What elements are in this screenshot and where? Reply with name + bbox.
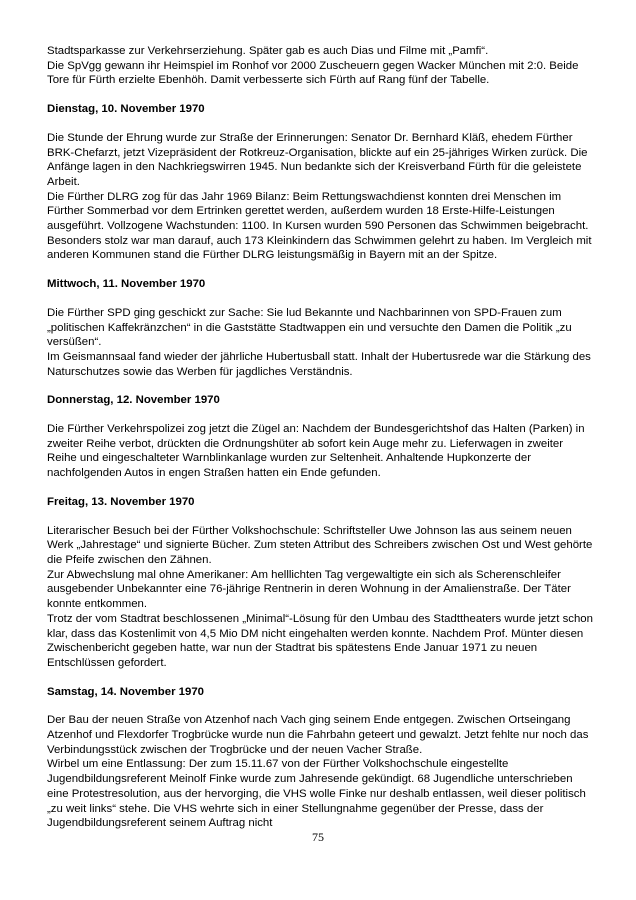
- entry-date-heading: Freitag, 13. November 1970: [47, 495, 195, 508]
- entry-paragraph: Literarischer Besuch bei der Fürther Volkshochschule: Schriftsteller Uwe Johnson las aus seinem neuen Werk „Jahrestage“ und signierte Bücher. Zum steten Attribut des Schreibers zwischen Ost und West gehörte die Pfeife zwischen den Zähnen.: [47, 524, 593, 566]
- entry-paragraph: Der Bau der neuen Straße von Atzenhof nach Vach ging seinem Ende entgegen. Zwischen Ortseingang Atzenhof und Flexdorfer Trogbrücke wurde nun die Fahrbahn geteert und gewalzt. Jetzt fehlte nur noch das Verbindungsstück zwischen der Trogbrücke und der neuen Vacher Straße.: [47, 714, 589, 756]
- entry-paragraph: Zur Abwechslung mal ohne Amerikaner: Am helllichten Tag vergewaltigte ein sich als Scherenschleifer ausgebender Unbekannter eine 76-jährige Rentnerin in deren Wohnung in der Amalienstraße. Der Täter konnte entkommen.: [47, 568, 571, 611]
- entry-paragraph: Im Geismannsaal fand wieder der jährliche Hubertusball statt. Inhalt der Hubertusrede war die Stärkung des Naturschutzes sowie das Werben für jagdliches Verständnis.: [47, 350, 591, 378]
- entry-paragraph: Trotz der vom Stadtrat beschlossenen „Minimal“-Lösung für den Umbau des Stadttheaters wurde jetzt schon klar, dass das Kostenlimit von 4,5 Mio DM nicht eingehalten werden konnte. Nachdem Prof. Münter diesen Zwischenbericht gegeben hatte, war nun der Stadtrat bis spätestens Ende Januar 1971 zu neuen Entschlüssen gefordert.: [47, 612, 593, 669]
- entry-paragraph: Die Fürther Verkehrspolizei zog jetzt die Zügel an: Nachdem der Bundesgerichtshof das Halten (Parken) in zweiter Reihe verbot, drückten die Ordnungshüter ab sofort kein Auge mehr zu. Lieferwagen in zweiter Reihe und eingeschalteter Warnblinkanlage wurden zur Seltenheit. Anhaltende Hupkonzerte der nachfolgenden Autos in engen Straßen hatten ein Ende gefunden.: [47, 423, 585, 480]
- entry-date-heading: Dienstag, 10. November 1970: [47, 103, 205, 116]
- entry-date-heading: Mittwoch, 11. November 1970: [47, 278, 206, 291]
- intro-paragraph-1: Stadtsparkasse zur Verkehrserziehung. Später gab es auch Dias und Filme mit „Pamfi“.: [47, 45, 489, 57]
- entry-paragraph: Wirbel um eine Entlassung: Der zum 15.11.67 von der Fürther Volkshochschule eingestellte Jugendbildungsreferent Meinolf Finke wurde zum Jahresende gekündigt. 68 Jugendliche unterschrieben eine Protestresolution, aus der hervorging, die VHS wolle Finke nur deshalb entlassen, weil dieser politisch „zu weit links“ stehe. Die VHS wehrte sich in einer Stellungnahme gegenüber der Presse, dass der Jugendbildungsreferent seinem Auftrag nicht: [47, 758, 586, 830]
- entry-date-heading: Donnerstag, 12. November 1970: [47, 394, 220, 407]
- intro-paragraph-2: Die SpVgg gewann ihr Heimspiel im Ronhof vor 2000 Zuscheuern gegen Wacker München mit 2:0. Beide Tore für Fürth erzielte Ebenhöh. Damit verbesserte sich Fürth auf Rang fünf der Tabelle.: [47, 59, 579, 87]
- entry-paragraph: Die Stunde der Ehrung wurde zur Straße der Erinnerungen: Senator Dr. Bernhard Kläß, ehedem Fürther BRK-Chefarzt, jetzt Vizepräsident der Rotkreuz-Organisation, blickte auf ein 25-jähriges Wirken zurück. Die Anfänge lagen in den Nachkriegswirren 1945. Nun bedankte sich der Kreisverband Fürth für die geleistete Arbeit.: [47, 131, 588, 188]
- entry-paragraph: Die Fürther SPD ging geschickt zur Sache: Sie lud Bekannte und Nachbarinnen von SPD-Frauen zum „politischen Kaffekränzchen“ in die Gaststätte Stadtwappen ein und versuchte den Damen die Politik „zu versüßen“.: [47, 306, 572, 349]
- entry-paragraph: Die Fürther DLRG zog für das Jahr 1969 Bilanz: Beim Rettungswachdienst konnten drei Menschen im Fürther Sommerbad vor dem Ertrinken gerettet werden, außerdem wurden 18 Erste-Hilfe-Leistungen ausgeführt. Vollzogene Wachstunden: 1100. In Kursen wurden 590 Personen das Schwimmen beigebracht. Besonders stolz war man darauf, auch 173 Kleinkindern das Schwimmen gelehrt zu haben. Im Vergleich mit anderen Kommunen stand die Fürther DLRG leistungsmäßig in Bayern mit an der Spitze.: [47, 190, 592, 262]
- entry-date-heading: Samstag, 14. November 1970: [47, 685, 205, 698]
- page-number: 75: [312, 830, 324, 844]
- document-page: [47, 44, 595, 831]
